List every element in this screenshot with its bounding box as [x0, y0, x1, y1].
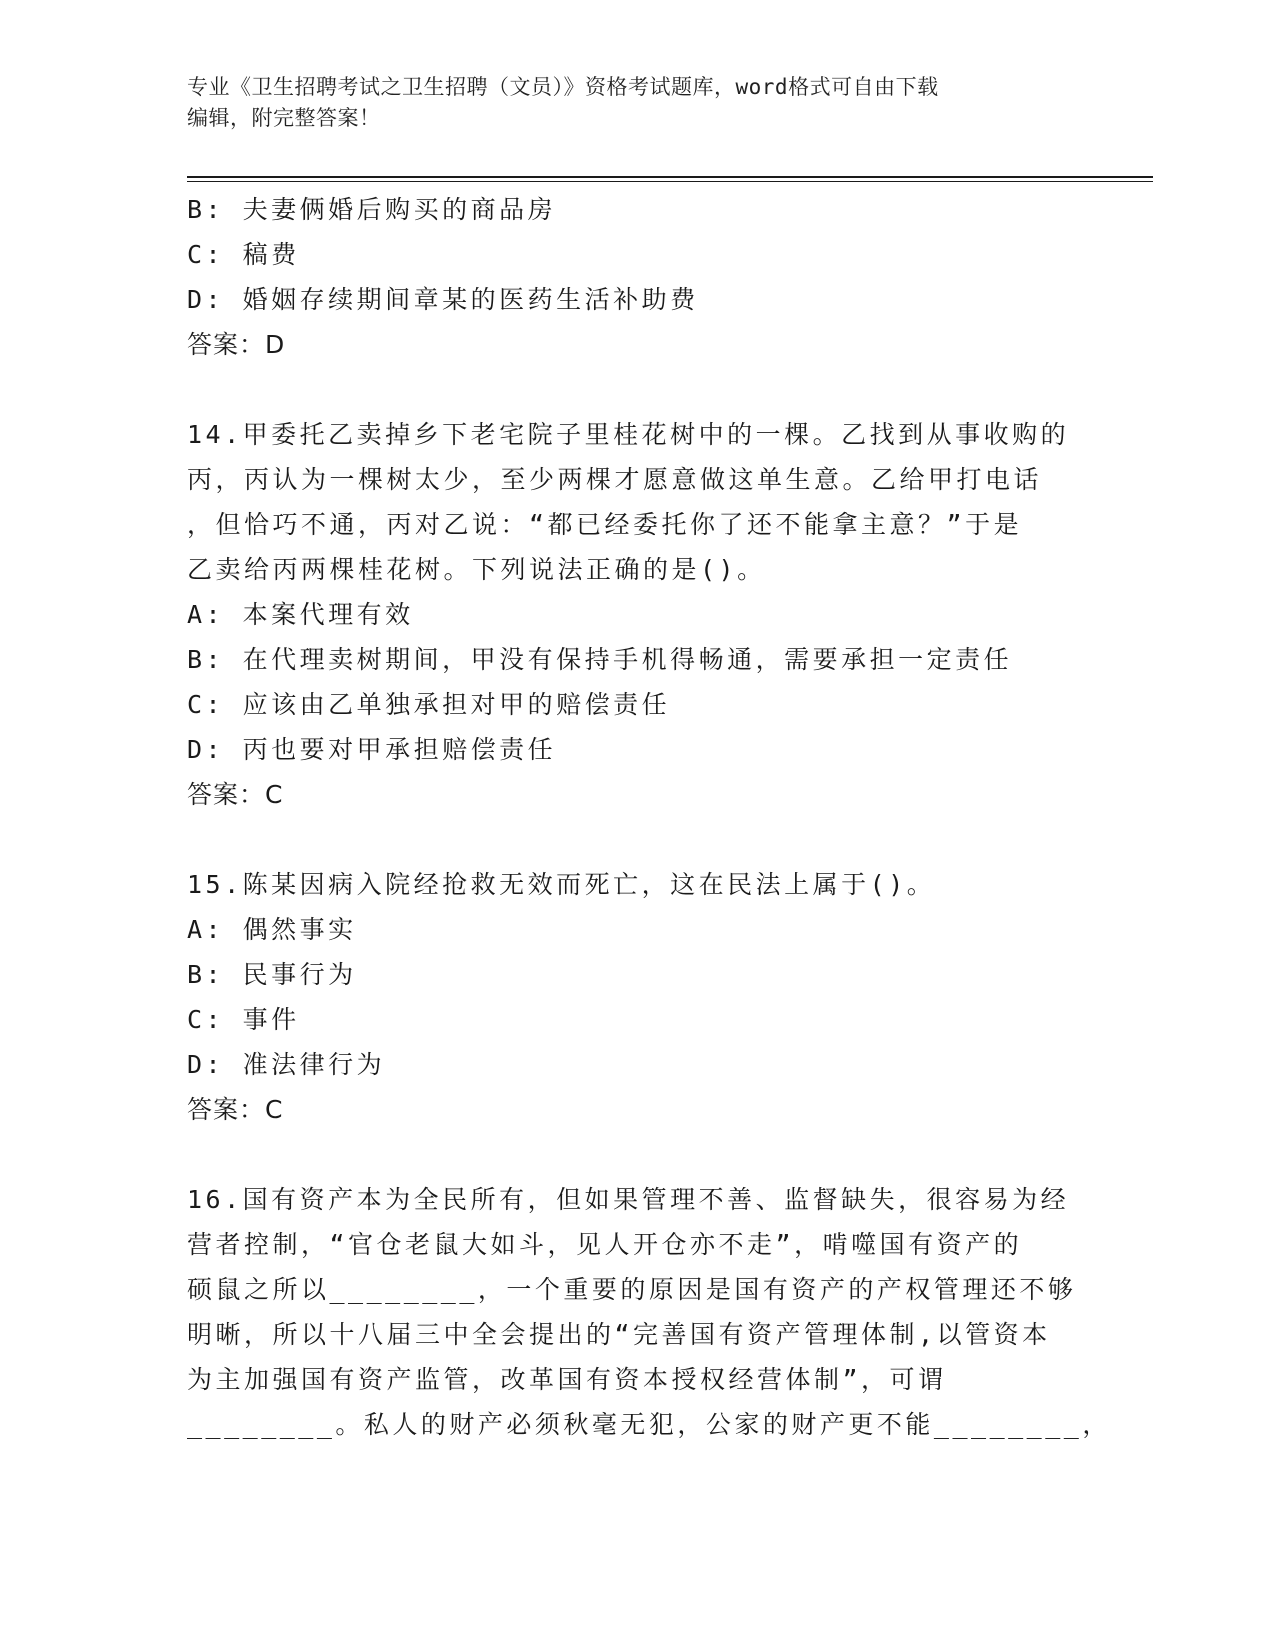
question-15: [187, 862, 1087, 1132]
q15-question: 15.陈某因病入院经抢救无效而死亡，这在民法上属于()。: [187, 870, 936, 899]
q13-answer: 答案：D: [187, 330, 286, 359]
header-divider-thin: [187, 181, 1153, 182]
header-line-1: 专业《卫生招聘考试之卫生招聘（文员）》资格考试题库，word格式可自由下载: [187, 75, 939, 99]
q16-question-line-6: ________。私人的财产必须秋毫无犯，公家的财产更不能________，: [187, 1410, 1111, 1439]
q14-question-line-4: 乙卖给丙两棵桂花树。下列说法正确的是()。: [187, 555, 766, 584]
q14-answer: 答案：C: [187, 780, 284, 809]
q13-option-c: C: 稿费: [187, 240, 300, 269]
document-header: [187, 72, 1067, 134]
question-list: [187, 187, 1111, 1447]
spacer: [187, 367, 1087, 412]
header-divider-thick: [187, 176, 1153, 178]
q14-option-d: D: 丙也要对甲承担赔偿责任: [187, 735, 557, 764]
q16-question-line-2: 营者控制，“官仓老鼠大如斗，见人开仓亦不走”，啃噬国有资产的: [187, 1230, 1023, 1259]
q16-question-line-4: 明晰，所以十八届三中全会提出的“完善国有资产管理体制,以管资本: [187, 1320, 1051, 1349]
q14-question-line-3: ，但恰巧不通，丙对乙说：“都已经委托你了还不能拿主意？”于是: [187, 510, 1023, 539]
q16-question-line-1: 16.国有资产本为全民所有，但如果管理不善、监督缺失，很容易为经: [187, 1185, 1070, 1214]
q14-option-c: C: 应该由乙单独承担对甲的赔偿责任: [187, 690, 671, 719]
q14-option-a: A: 本案代理有效: [187, 600, 414, 629]
q14-question-line-2: 丙，丙认为一棵树太少，至少两棵才愿意做这单生意。乙给甲打电话: [187, 465, 1043, 494]
header-line-2: 编辑，附完整答案！: [187, 106, 381, 130]
q15-option-a: A: 偶然事实: [187, 915, 357, 944]
q13-option-d: D: 婚姻存续期间章某的医药生活补助费: [187, 285, 699, 314]
spacer: [187, 1132, 1087, 1177]
q15-option-c: C: 事件: [187, 1005, 300, 1034]
q16-question-line-3: 硕鼠之所以________，一个重要的原因是国有资产的产权管理还不够: [187, 1275, 1077, 1304]
q14-question-line-1: 14.甲委托乙卖掉乡下老宅院子里桂花树中的一棵。乙找到从事收购的: [187, 420, 1070, 449]
q15-option-b: B: 民事行为: [187, 960, 357, 989]
q15-answer: 答案：C: [187, 1095, 284, 1124]
q14-option-b: B: 在代理卖树期间，甲没有保持手机得畅通，需要承担一定责任: [187, 645, 1013, 674]
question-14: [187, 412, 1087, 817]
spacer: [187, 817, 1087, 862]
question-16: [187, 1177, 1111, 1447]
q15-option-d: D: 准法律行为: [187, 1050, 386, 1079]
q16-question-line-5: 为主加强国有资产监管，改革国有资本授权经营体制”，可谓: [187, 1365, 947, 1394]
q13-option-b: B: 夫妻俩婚后购买的商品房: [187, 195, 557, 224]
question-13: [187, 187, 1087, 367]
